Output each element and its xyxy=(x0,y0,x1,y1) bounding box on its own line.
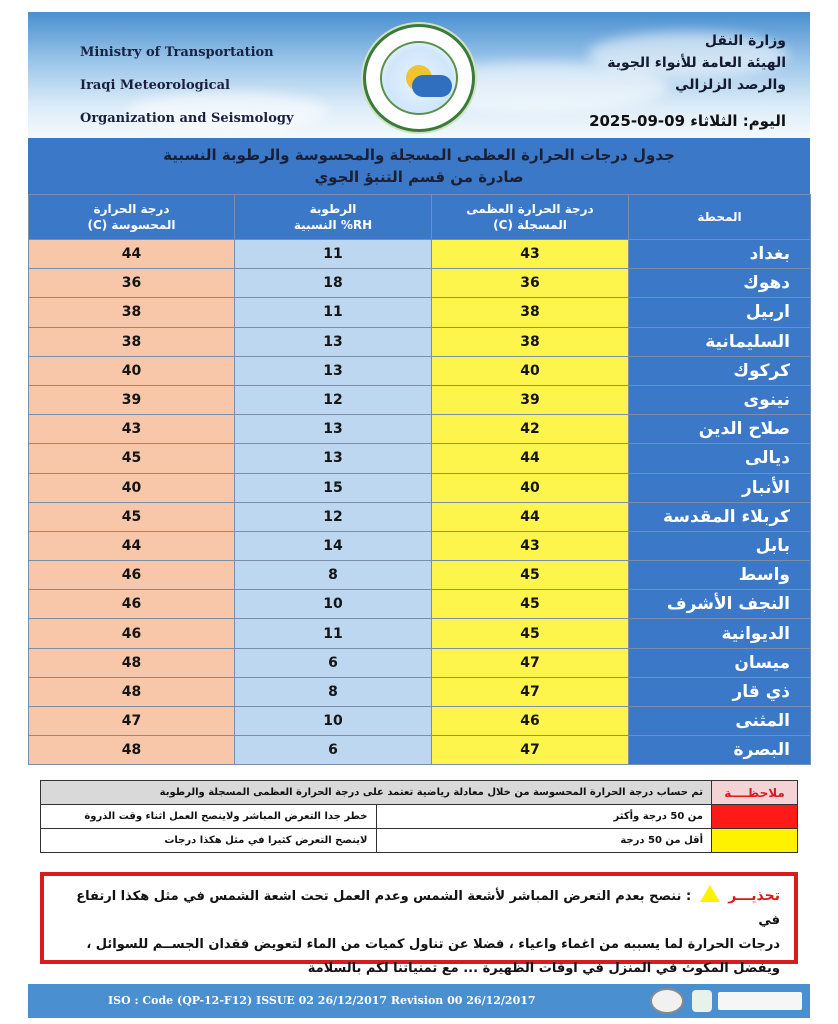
english-org-line: Organization and Seismology xyxy=(80,111,294,126)
legend-row-red xyxy=(41,805,798,829)
table-row xyxy=(29,298,811,327)
header-banner xyxy=(28,12,810,138)
english-ministry-line: Ministry of Transportation xyxy=(80,45,274,60)
table-row xyxy=(29,590,811,619)
station-cell: واسط xyxy=(629,561,811,590)
humidity-cell: 6 xyxy=(235,648,432,677)
station-cell: ميسان xyxy=(629,648,811,677)
humidity-cell: 14 xyxy=(235,531,432,560)
station-cell: المثنى xyxy=(629,707,811,736)
table-row xyxy=(29,444,811,473)
cloud-icon xyxy=(412,75,452,97)
feels-like-cell: 40 xyxy=(29,356,235,385)
humidity-cell: 11 xyxy=(235,619,432,648)
max-temp-cell: 38 xyxy=(432,298,629,327)
table-title xyxy=(28,138,810,194)
yellow-range: أقل من 50 درجة xyxy=(376,829,712,853)
table-header-row xyxy=(29,195,811,240)
table-row xyxy=(29,385,811,414)
max-temp-cell: 36 xyxy=(432,269,629,298)
station-cell: السليمانية xyxy=(629,327,811,356)
col-header-line: RH% النسبية xyxy=(293,218,373,232)
col-header-line: المسجلة (C) xyxy=(493,218,567,232)
max-temp-cell: 44 xyxy=(432,444,629,473)
english-org-line: Iraqi Meteorological xyxy=(80,78,230,93)
col-header-station: المحطة xyxy=(629,195,811,240)
feels-like-cell: 38 xyxy=(29,327,235,356)
max-temp-cell: 42 xyxy=(432,415,629,444)
col-header-line: الرطوبة xyxy=(309,202,357,216)
arabic-ministry-line: وزارة النقل xyxy=(704,33,786,49)
feels-like-cell: 48 xyxy=(29,736,235,765)
footer-bar xyxy=(28,984,810,1018)
table-row xyxy=(29,619,811,648)
table-row xyxy=(29,415,811,444)
station-cell: دهوك xyxy=(629,269,811,298)
humidity-cell: 12 xyxy=(235,502,432,531)
note-text: تم حساب درجة الحرارة المحسوسة من خلال معادلة رياضية تعتمد على درجة الحرارة العظمى المسجلة والرطوبة xyxy=(41,781,712,805)
feels-like-cell: 47 xyxy=(29,707,235,736)
max-temp-cell: 38 xyxy=(432,327,629,356)
station-cell: النجف الأشرف xyxy=(629,590,811,619)
english-org-name xyxy=(80,36,294,135)
humidity-cell: 18 xyxy=(235,269,432,298)
station-cell: ذي قار xyxy=(629,677,811,706)
note-row xyxy=(41,781,798,805)
station-cell: كركوك xyxy=(629,356,811,385)
warning-triangle-icon xyxy=(700,885,720,902)
station-cell: صلاح الدين xyxy=(629,415,811,444)
feels-like-cell: 48 xyxy=(29,648,235,677)
station-cell: نينوى xyxy=(629,385,811,414)
humidity-cell: 13 xyxy=(235,444,432,473)
yellow-swatch xyxy=(712,829,798,853)
weather-bulletin xyxy=(28,12,810,1020)
max-temp-cell: 39 xyxy=(432,385,629,414)
table-row xyxy=(29,531,811,560)
station-cell: اربيل xyxy=(629,298,811,327)
table-row xyxy=(29,707,811,736)
table-row xyxy=(29,502,811,531)
table-row xyxy=(29,240,811,269)
station-cell: بابل xyxy=(629,531,811,560)
humidity-cell: 8 xyxy=(235,561,432,590)
feels-like-cell: 44 xyxy=(29,531,235,560)
col-header-feel xyxy=(29,195,235,240)
table-row xyxy=(29,269,811,298)
humidity-cell: 6 xyxy=(235,736,432,765)
table-row xyxy=(29,356,811,385)
warning-box xyxy=(40,872,798,976)
arabic-org-line: الهيئة العامة للأنواء الجوية xyxy=(607,55,786,71)
col-header-line: درجة الحرارة xyxy=(93,202,170,216)
feels-like-cell: 44 xyxy=(29,240,235,269)
station-cell: بغداد xyxy=(629,240,811,269)
legend-row-yellow xyxy=(41,829,798,853)
yellow-advice: لاينصح التعرض كثيرا في مثل هكذا درجات xyxy=(41,829,377,853)
station-cell: الديوانية xyxy=(629,619,811,648)
table-row xyxy=(29,677,811,706)
subtitle-line: صادرة من قسم التنبؤ الجوي xyxy=(314,168,524,186)
feels-like-cell: 39 xyxy=(29,385,235,414)
arabic-org-line: والرصد الزلزالي xyxy=(675,77,786,93)
warning-text: : ننصح بعدم التعرض المباشر لأشعة الشمس وعدم العمل تحت اشعة الشمس في مثل هكذا ارتفاع في xyxy=(76,889,780,928)
feels-like-cell: 46 xyxy=(29,619,235,648)
certification-icon xyxy=(692,990,712,1012)
title-line: جدول درجات الحرارة العظمى المسجلة والمحسوسة والرطوبة النسبية xyxy=(163,146,675,164)
max-temp-cell: 47 xyxy=(432,648,629,677)
max-temp-cell: 47 xyxy=(432,736,629,765)
feels-like-cell: 45 xyxy=(29,502,235,531)
feels-like-cell: 46 xyxy=(29,561,235,590)
max-temp-cell: 43 xyxy=(432,240,629,269)
iso-seal-icon xyxy=(650,988,684,1014)
warning-word: تحذيـــر xyxy=(728,888,780,904)
table-row xyxy=(29,648,811,677)
warning-line xyxy=(58,884,780,933)
max-temp-cell: 40 xyxy=(432,356,629,385)
station-cell: البصرة xyxy=(629,736,811,765)
iso-code-text: ISO : Code (QP-12-F12) ISSUE 02 26/12/2017 Revision 00 26/12/2017 xyxy=(108,994,536,1007)
col-header-line: المحسوسة (C) xyxy=(87,218,176,232)
max-temp-cell: 40 xyxy=(432,473,629,502)
humidity-cell: 11 xyxy=(235,240,432,269)
humidity-cell: 10 xyxy=(235,707,432,736)
humidity-cell: 13 xyxy=(235,327,432,356)
max-temp-cell: 45 xyxy=(432,561,629,590)
warning-line: ويفضل المكوث في المنزل في اوقات الظهيرة ... مع تمنياتنا لكم بالسلامة xyxy=(307,961,780,976)
feels-like-cell: 38 xyxy=(29,298,235,327)
col-header-line: درجة الحرارة العظمى xyxy=(466,202,594,216)
max-temp-cell: 45 xyxy=(432,590,629,619)
humidity-cell: 10 xyxy=(235,590,432,619)
temperature-table xyxy=(28,194,811,765)
humidity-cell: 13 xyxy=(235,356,432,385)
certification-logo xyxy=(718,992,802,1010)
station-cell: ديالى xyxy=(629,444,811,473)
col-header-rh xyxy=(235,195,432,240)
max-temp-cell: 43 xyxy=(432,531,629,560)
warning-line: درجات الحرارة لما يسببه من اغماء واعياء ، فضلا عن تناول كميات من الماء لتعويض فقدان الجســم للسوائل ، xyxy=(86,937,780,952)
humidity-cell: 15 xyxy=(235,473,432,502)
red-advice: خطر جدا التعرض المباشر ولاينصح العمل اثناء وقت الذروة xyxy=(41,805,377,829)
bulletin-date: اليوم: الثلاثاء 09-09-2025 xyxy=(589,112,786,130)
red-range: من 50 درجة وأكثر xyxy=(376,805,712,829)
max-temp-cell: 45 xyxy=(432,619,629,648)
notes-table xyxy=(40,780,798,853)
feels-like-cell: 46 xyxy=(29,590,235,619)
red-swatch xyxy=(712,805,798,829)
table-body xyxy=(29,240,811,765)
note-label: ملاحظــــة xyxy=(712,781,798,805)
feels-like-cell: 36 xyxy=(29,269,235,298)
feels-like-cell: 45 xyxy=(29,444,235,473)
max-temp-cell: 47 xyxy=(432,677,629,706)
feels-like-cell: 43 xyxy=(29,415,235,444)
col-header-max xyxy=(432,195,629,240)
table-row xyxy=(29,561,811,590)
logo-emblem xyxy=(380,41,458,115)
station-cell: كربلاء المقدسة xyxy=(629,502,811,531)
humidity-cell: 13 xyxy=(235,415,432,444)
humidity-cell: 12 xyxy=(235,385,432,414)
organization-logo xyxy=(363,24,475,132)
max-temp-cell: 46 xyxy=(432,707,629,736)
feels-like-cell: 40 xyxy=(29,473,235,502)
feels-like-cell: 48 xyxy=(29,677,235,706)
table-row xyxy=(29,736,811,765)
arabic-org-name xyxy=(607,30,786,96)
max-temp-cell: 44 xyxy=(432,502,629,531)
table-row xyxy=(29,473,811,502)
humidity-cell: 11 xyxy=(235,298,432,327)
table-row xyxy=(29,327,811,356)
humidity-cell: 8 xyxy=(235,677,432,706)
station-cell: الأنبار xyxy=(629,473,811,502)
